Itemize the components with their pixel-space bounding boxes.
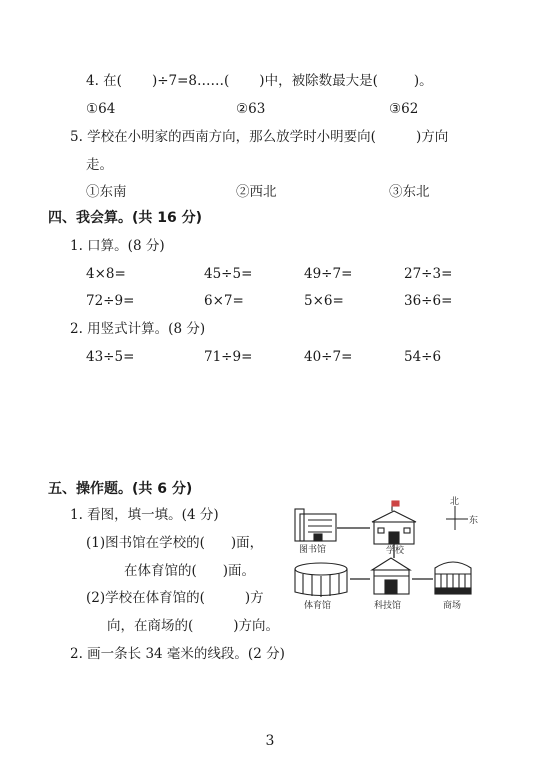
oral-calc-item: 5×6= (304, 293, 344, 309)
section-4-sub1-title: 1. 口算。(8 分) (70, 238, 165, 254)
oral-calc-item: 27÷3= (404, 266, 453, 282)
location-map (290, 492, 490, 614)
q5-option-1[interactable]: ①东南 (86, 184, 127, 200)
q1-text: )方向。 (233, 618, 280, 634)
stadium-building-icon (295, 563, 347, 597)
oral-calc-item: 45÷5= (204, 266, 253, 282)
q4-option-1[interactable]: ①64 (86, 101, 116, 117)
q1-text: 在体育馆的( (124, 563, 197, 579)
q1-text: (1)图书馆在学校的( (86, 535, 205, 551)
page-number: 3 (265, 733, 275, 749)
section-5-q1-line3 (86, 589, 264, 607)
stadium-label: 体育馆 (304, 601, 332, 611)
q5-option-3[interactable]: ③东北 (389, 184, 430, 200)
compass-east-label: 东 (469, 516, 479, 526)
section-5-q1-line4 (107, 617, 279, 635)
q5-text-3: 走。 (86, 157, 113, 173)
q5-option-2[interactable]: ②西北 (236, 184, 277, 200)
oral-calc-item: 72÷9= (86, 293, 135, 309)
q4-text-2: )÷7=8……( (151, 73, 230, 89)
section-5-q1-line1 (86, 534, 263, 552)
science-museum-label: 科技馆 (374, 601, 402, 611)
q4-text-3: )中，被除数最大是( (259, 73, 378, 89)
section-5-q2: 2. 画一条长 34 毫米的线段。(2 分) (70, 646, 285, 662)
vertical-calc-item: 40÷7= (304, 349, 353, 365)
compass-north-label: 北 (450, 497, 460, 507)
oral-calc-item: 49÷7= (304, 266, 353, 282)
q1-text: )方 (244, 590, 264, 606)
q5-text-1: 5. 学校在小明家的西南方向，那么放学时小明要向( (70, 129, 376, 145)
compass-icon (446, 495, 478, 530)
q5-text-2: )方向 (415, 129, 449, 145)
q1-text: )面， (230, 535, 264, 551)
mall-label: 商场 (443, 601, 462, 611)
vertical-calc-item: 43÷5= (86, 349, 135, 365)
q1-text: (2)学校在体育馆的( (86, 590, 205, 606)
q4-text-1: 4. 在( (86, 73, 122, 89)
q5-stem (70, 128, 448, 146)
q1-text: )面。 (222, 563, 256, 579)
q4-option-2[interactable]: ②63 (236, 101, 266, 117)
section-4-heading: 四、我会算。(共 16 分) (48, 210, 203, 226)
oral-calc-item: 36÷6= (404, 293, 453, 309)
library-building-icon (295, 509, 336, 541)
section-5-heading: 五、操作题。(共 6 分) (48, 481, 193, 497)
section-5-q1-line2 (124, 562, 255, 580)
section-4-sub2-title: 2. 用竖式计算。(8 分) (70, 321, 206, 337)
vertical-calc-item: 71÷9= (204, 349, 253, 365)
library-label: 图书馆 (299, 545, 327, 555)
q1-text: 向，在商场的( (107, 618, 194, 634)
science-museum-building-icon (372, 558, 410, 594)
school-building-icon (372, 501, 416, 544)
school-label: 学校 (386, 546, 405, 556)
q4-stem (86, 72, 433, 90)
section-5-q1-title: 1. 看图，填一填。(4 分) (70, 507, 219, 523)
oral-calc-item: 4×8= (86, 266, 126, 282)
mall-building-icon (435, 562, 471, 594)
oral-calc-item: 6×7= (204, 293, 244, 309)
q4-option-3[interactable]: ③62 (389, 101, 419, 117)
vertical-calc-item: 54÷6 (404, 349, 442, 365)
q4-text-4: )。 (413, 73, 433, 89)
